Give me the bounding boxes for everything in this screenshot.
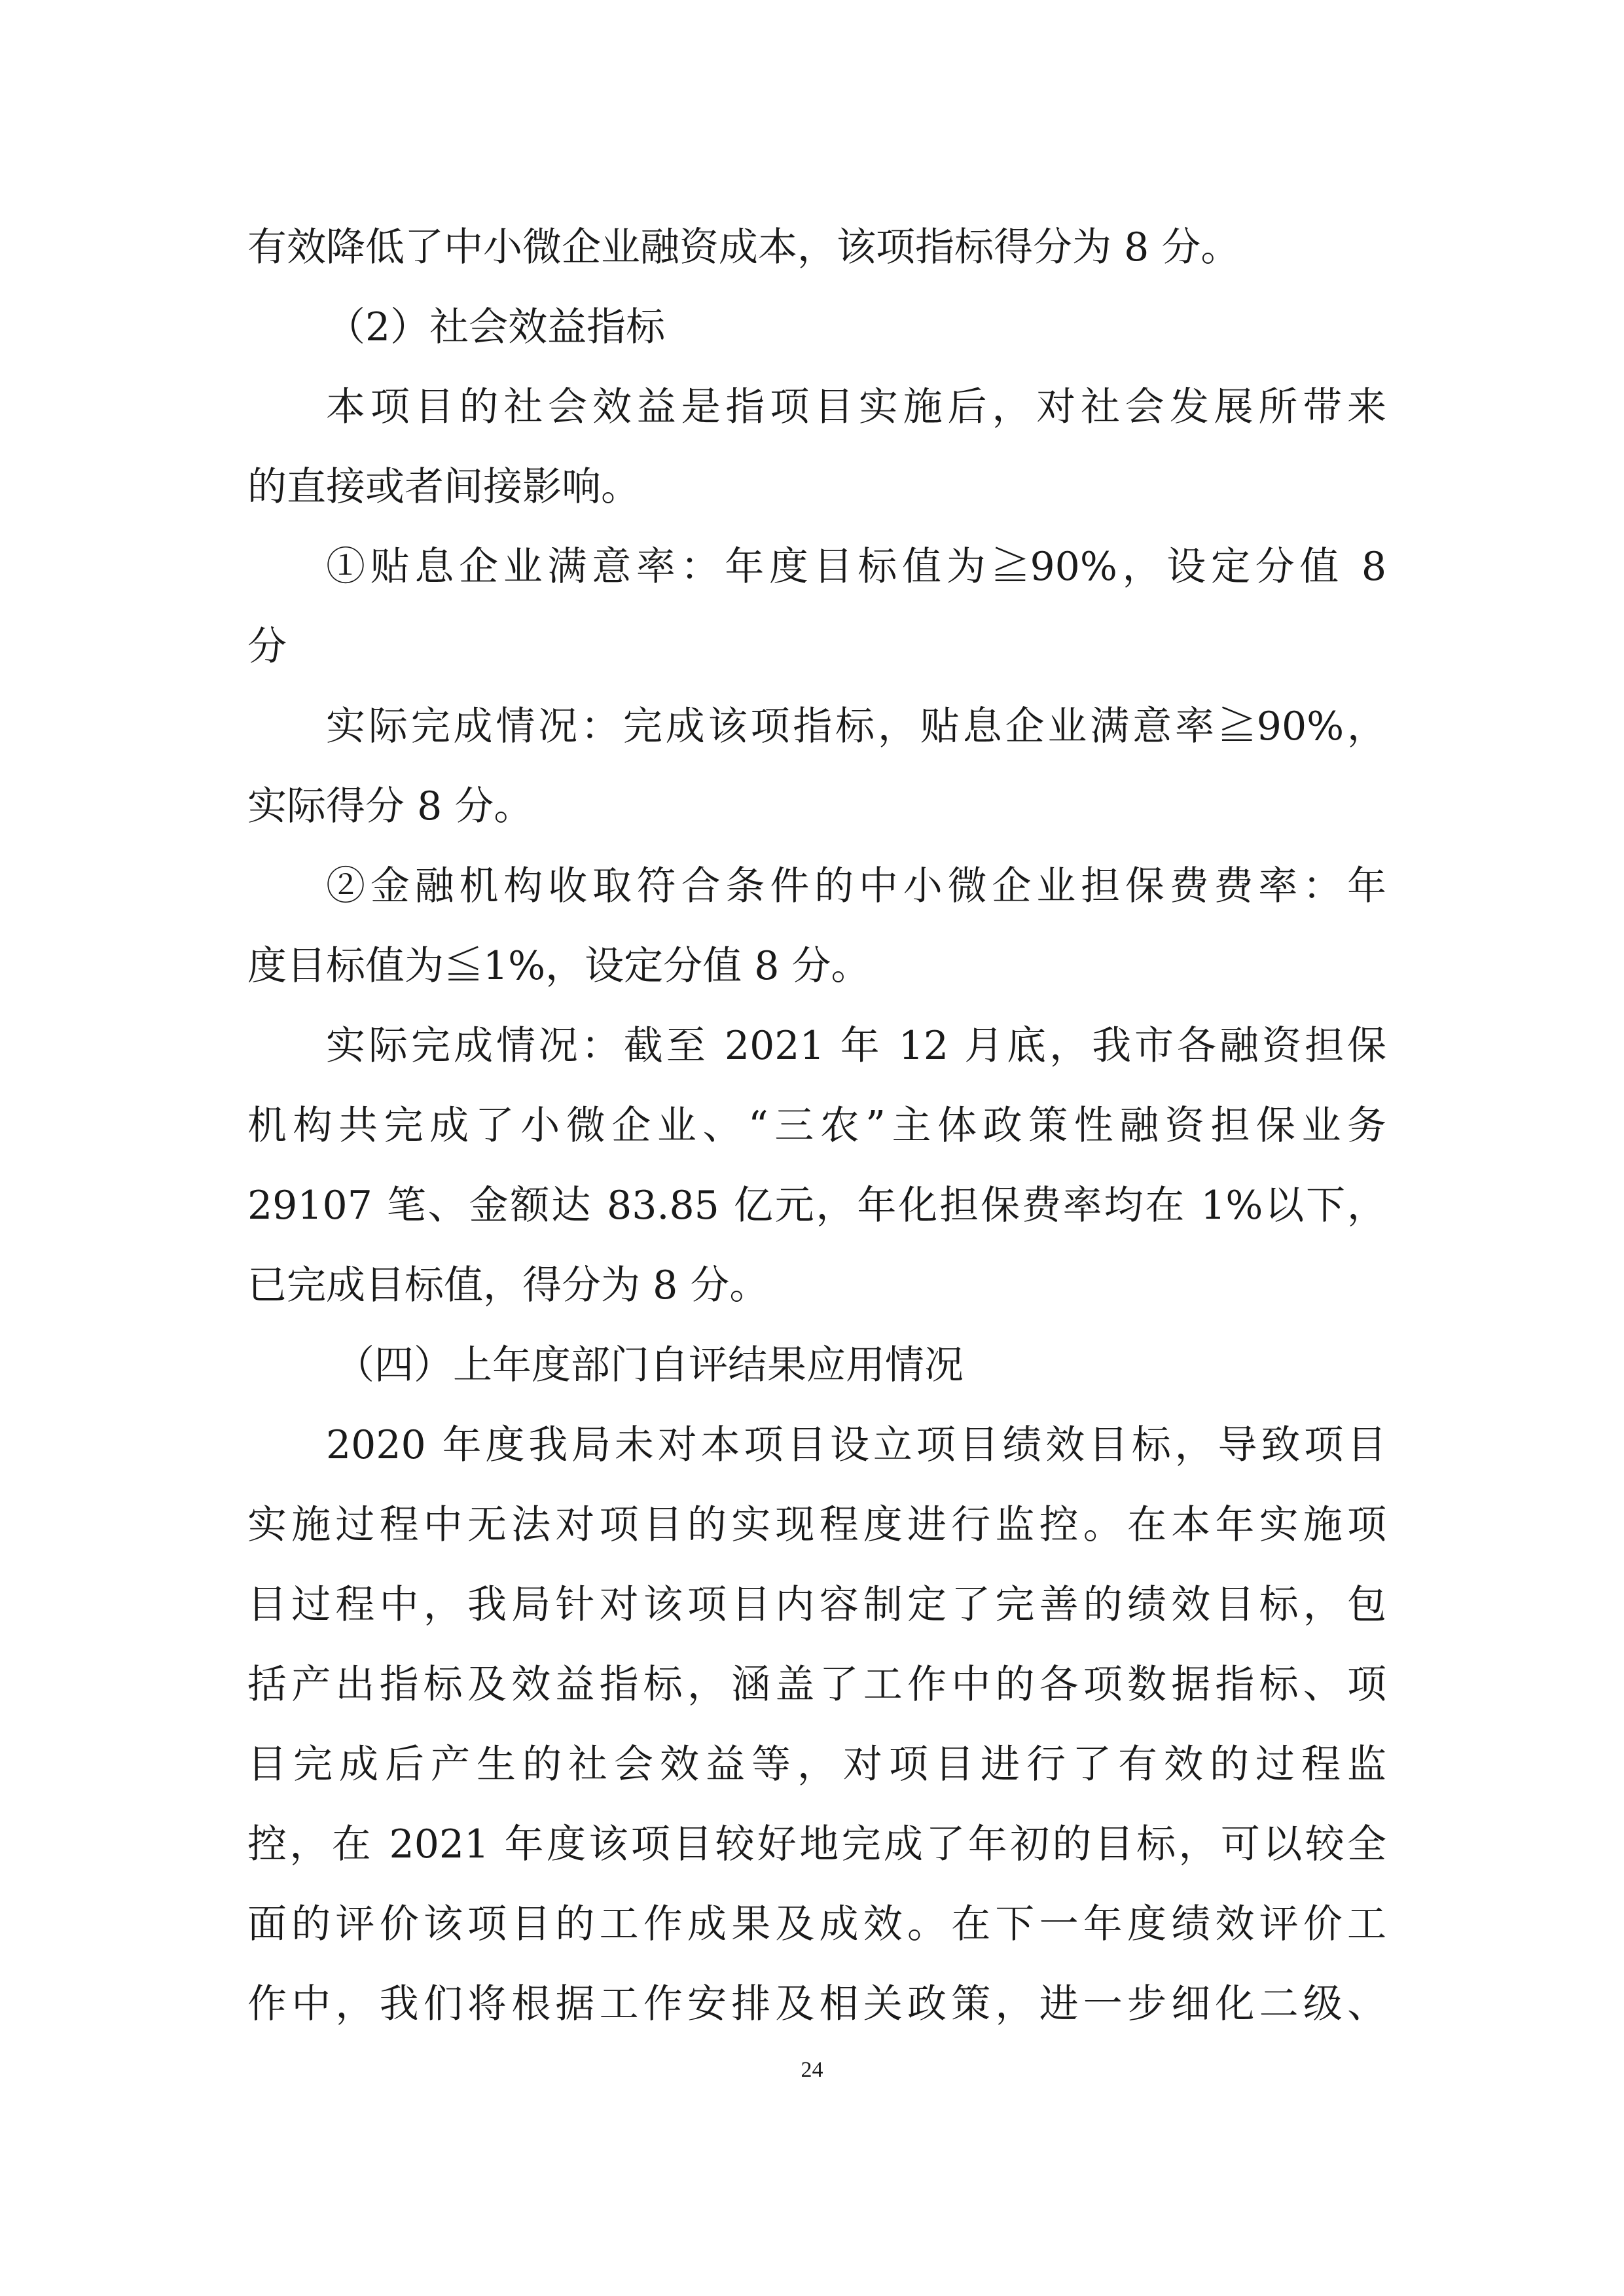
- section-heading: （2）社会效益指标: [326, 304, 666, 350]
- text-line: 29107 笔、金额达 83.85 亿元，年化担保费率均在 1%以下，: [247, 1183, 1386, 1229]
- text-line: 作中，我们将根据工作安排及相关政策，进一步细化二级、: [247, 1981, 1386, 2027]
- text-line: 有效降低了中小微企业融资成本，该项指标得分为 8 分。: [247, 224, 1240, 270]
- text-line: 度目标值为≦1%，设定分值 8 分。: [247, 943, 871, 989]
- text-line: 分: [247, 624, 287, 670]
- text-line: 目完成后产生的社会效益等，对项目进行了有效的过程监: [247, 1742, 1386, 1787]
- text-line: 机构共完成了小微企业、“三农”主体政策性融资担保业务: [247, 1103, 1386, 1149]
- text-line: ②金融机构收取符合条件的中小微企业担保费费率：年: [326, 863, 1386, 909]
- page-number: 24: [801, 2058, 823, 2082]
- text-line: 控，在 2021 年度该项目较好地完成了年初的目标，可以较全: [247, 1821, 1386, 1867]
- text-line: 实施过程中无法对项目的实现程度进行监控。在本年实施项: [247, 1502, 1386, 1548]
- text-line: 括产出指标及效益指标，涵盖了工作中的各项数据指标、项: [247, 1662, 1386, 1708]
- text-line: 面的评价该项目的工作成果及成效。在下一年度绩效评价工: [247, 1901, 1386, 1947]
- text-line: 的直接或者间接影响。: [247, 464, 640, 510]
- text-line: 实际得分 8 分。: [247, 783, 533, 829]
- text-line: ①贴息企业满意率：年度目标值为≧90%，设定分值 8: [326, 544, 1386, 590]
- text-line: 目过程中，我局针对该项目内容制定了完善的绩效目标，包: [247, 1582, 1386, 1628]
- section-heading: （四）上年度部门自评结果应用情况: [335, 1342, 964, 1388]
- text-line: 本项目的社会效益是指项目实施后，对社会发展所带来: [326, 384, 1386, 430]
- text-line: 实际完成情况：完成该项指标，贴息企业满意率≧90%，: [326, 704, 1386, 749]
- text-line: 2020 年度我局未对本项目设立项目绩效目标，导致项目: [326, 1422, 1386, 1468]
- text-line: 已完成目标值，得分为 8 分。: [247, 1263, 769, 1308]
- text-line: 实际完成情况：截至 2021 年 12 月底，我市各融资担保: [326, 1023, 1386, 1069]
